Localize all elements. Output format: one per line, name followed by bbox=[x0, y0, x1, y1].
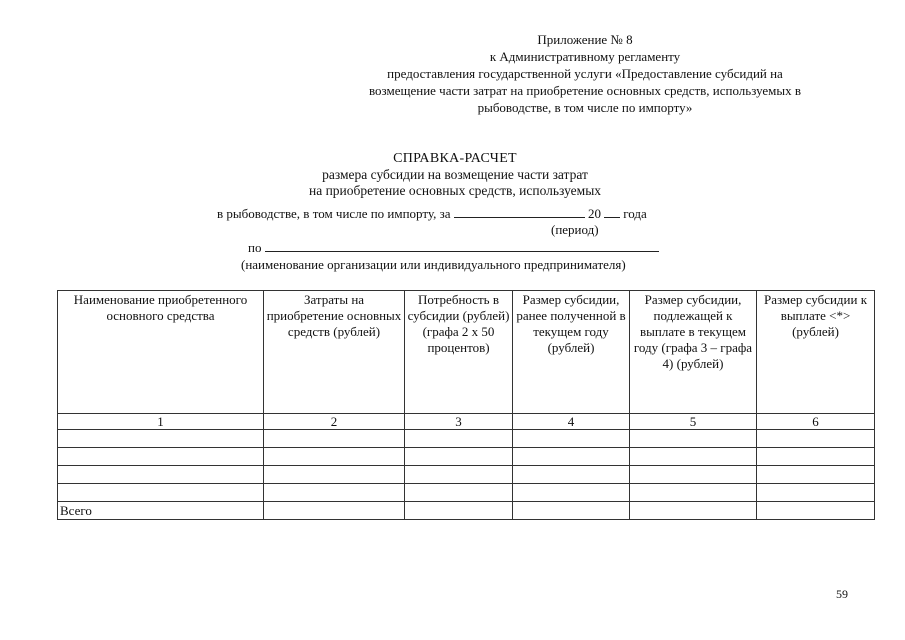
column-number: 3 bbox=[405, 414, 513, 430]
table-cell bbox=[58, 484, 264, 502]
table-cell bbox=[630, 466, 757, 484]
annex-header bbox=[325, 31, 845, 116]
period-caption: (период) bbox=[551, 222, 599, 237]
period-line-prefix: в рыбоводстве, в том числе по импорту, за bbox=[217, 206, 451, 221]
column-number-row bbox=[58, 414, 875, 430]
table-row bbox=[58, 466, 875, 484]
annex-service-line-2: возмещение части затрат на приобретение основных средств, используемых в bbox=[368, 83, 802, 98]
calculation-table bbox=[57, 290, 875, 520]
organization-by-label: по bbox=[248, 240, 262, 255]
header-costs: Затраты на приобретение основных средств (рублей) bbox=[264, 291, 405, 414]
title-heading: СПРАВКА-РАСЧЕТ bbox=[393, 151, 517, 166]
table-cell bbox=[58, 430, 264, 448]
table-cell bbox=[513, 448, 630, 466]
table-cell bbox=[264, 466, 405, 484]
header-previous-subsidy: Размер субсидии, ранее полученной в текущем году (рублей) bbox=[513, 291, 630, 414]
column-number: 6 bbox=[757, 414, 875, 430]
year-blank bbox=[604, 205, 620, 218]
column-number: 5 bbox=[630, 414, 757, 430]
table-cell bbox=[757, 484, 875, 502]
annex-service-line-3: рыбоводстве, в том числе по импорту» bbox=[477, 100, 693, 115]
table-row bbox=[58, 430, 875, 448]
header-subsidy-due: Размер субсидии, подлежащей к выплате в текущем году (графа 3 – графа 4) (рублей) bbox=[630, 291, 757, 414]
table-cell bbox=[757, 466, 875, 484]
annex-number: Приложение № 8 bbox=[537, 32, 633, 47]
header-subsidy-payout: Размер субсидии к выплате <*> (рублей) bbox=[757, 291, 875, 414]
table-row bbox=[58, 448, 875, 466]
total-label: Всего bbox=[58, 502, 264, 520]
column-number: 4 bbox=[513, 414, 630, 430]
table-cell bbox=[405, 502, 513, 520]
header-subsidy-need: Потребность в субсидии (рублей) (графа 2 x 50 процентов) bbox=[405, 291, 513, 414]
table-cell bbox=[630, 448, 757, 466]
annex-service-line-1: предоставления государственной услуги «Предоставление субсидий на bbox=[387, 66, 783, 81]
table-cell bbox=[757, 430, 875, 448]
table-cell bbox=[513, 502, 630, 520]
period-line bbox=[217, 205, 647, 222]
table-header-row bbox=[58, 291, 875, 414]
table-cell bbox=[405, 448, 513, 466]
page-number: 59 bbox=[836, 587, 848, 601]
organization-caption: (наименование организации или индивидуального предпринимателя) bbox=[241, 257, 626, 272]
document-title bbox=[200, 151, 710, 199]
table-cell bbox=[513, 466, 630, 484]
title-line-1: размера субсидии на возмещение части затрат bbox=[322, 167, 588, 182]
annex-reference: к Административному регламенту bbox=[489, 49, 681, 64]
header-asset-name: Наименование приобретенного основного средства bbox=[58, 291, 264, 414]
table-cell bbox=[58, 448, 264, 466]
column-number: 1 bbox=[58, 414, 264, 430]
table-cell bbox=[630, 502, 757, 520]
year-suffix: года bbox=[623, 206, 647, 221]
table-cell bbox=[58, 466, 264, 484]
table-cell bbox=[264, 430, 405, 448]
table-cell bbox=[264, 484, 405, 502]
column-number: 2 bbox=[264, 414, 405, 430]
total-row bbox=[58, 502, 875, 520]
organization-blank bbox=[265, 239, 659, 252]
table-cell bbox=[757, 448, 875, 466]
organization-line bbox=[248, 239, 659, 256]
table-cell bbox=[264, 502, 405, 520]
table-cell bbox=[405, 430, 513, 448]
table-cell bbox=[405, 484, 513, 502]
table-cell bbox=[757, 502, 875, 520]
period-blank bbox=[454, 205, 585, 218]
table-cell bbox=[630, 430, 757, 448]
table-cell bbox=[405, 466, 513, 484]
table-cell bbox=[264, 448, 405, 466]
table-cell bbox=[513, 484, 630, 502]
table-cell bbox=[630, 484, 757, 502]
table-cell bbox=[513, 430, 630, 448]
year-prefix: 20 bbox=[588, 206, 601, 221]
table-row bbox=[58, 484, 875, 502]
title-line-2: на приобретение основных средств, используемых bbox=[308, 183, 602, 198]
